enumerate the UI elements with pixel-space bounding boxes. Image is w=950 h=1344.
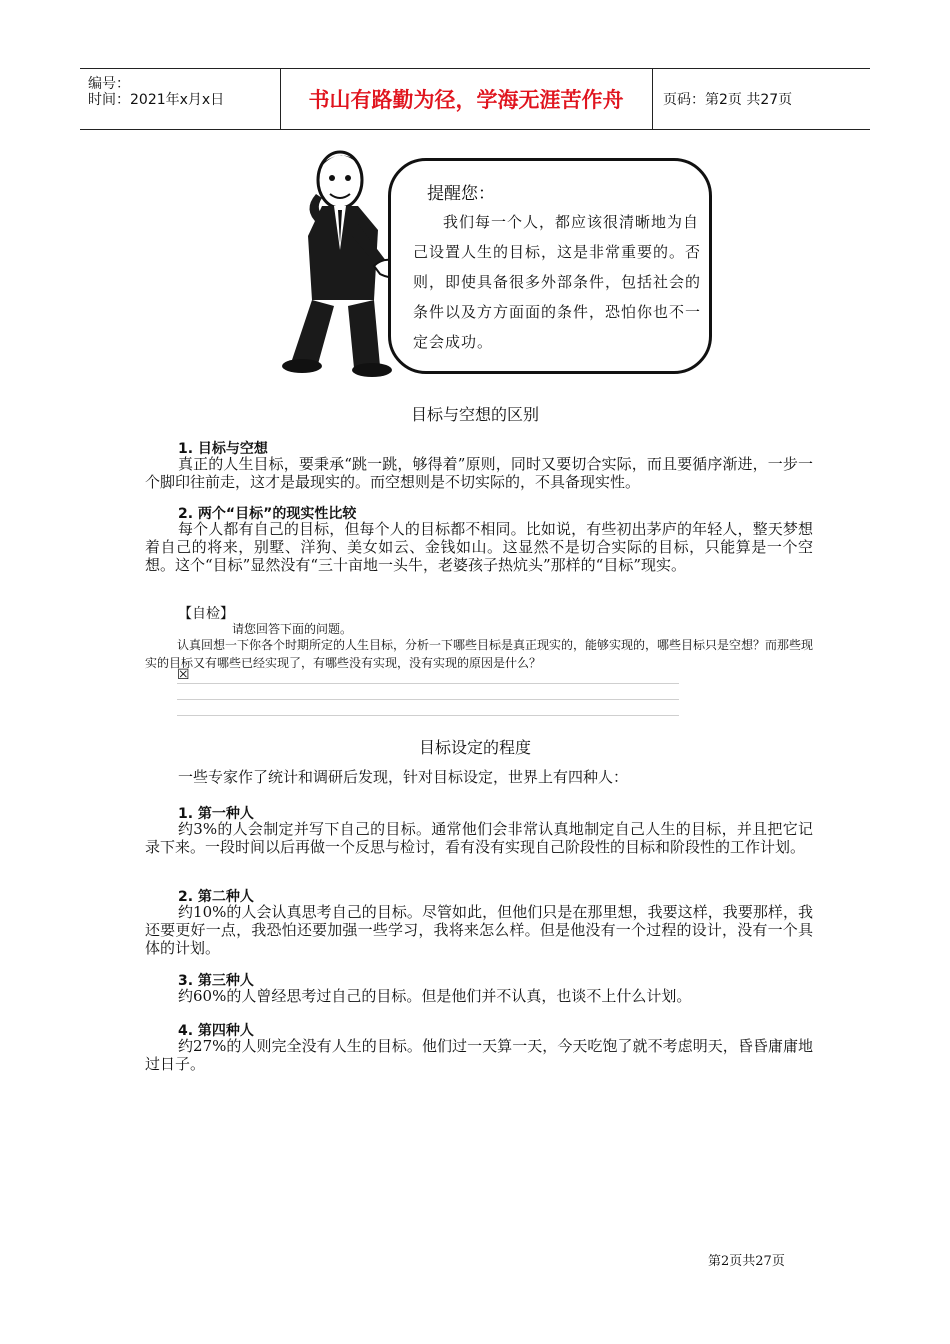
date-label: 时间：2021年x月x日 bbox=[88, 92, 225, 108]
answer-line[interactable] bbox=[177, 683, 679, 684]
checkbox-icon[interactable]: ☒ bbox=[177, 667, 190, 683]
selfcheck-prompt: 请您回答下面的问题。 bbox=[232, 622, 353, 636]
subheading: 4. 第四种人 bbox=[178, 1023, 254, 1039]
subheading: 2. 两个“目标”的现实性比较 bbox=[178, 506, 357, 522]
section-title: 目标设定的程度 bbox=[418, 738, 531, 757]
code-label: 编号： bbox=[88, 76, 130, 92]
subheading: 1. 第一种人 bbox=[178, 806, 254, 822]
bubble-lead: 提醒您： bbox=[427, 184, 495, 204]
answer-line[interactable] bbox=[177, 699, 679, 700]
section-title: 目标与空想的区别 bbox=[410, 405, 539, 424]
paragraph: 一些专家作了统计和调研后发现，针对目标设定，世界上有四种人： bbox=[178, 768, 629, 786]
header-page-number: 页码：第2页 共27页 bbox=[663, 92, 793, 108]
answer-line[interactable] bbox=[177, 715, 679, 716]
header-meta bbox=[80, 69, 280, 129]
paragraph: 约60%的人曾经思考过自己的目标。但是他们并不认真，也谈不上什么计划。 bbox=[178, 987, 692, 1005]
page-footer: 第2页共27页 bbox=[708, 1254, 785, 1269]
header-motto: 书山有路勤为径，学海无涯苦作舟 bbox=[308, 88, 624, 112]
subheading: 3. 第三种人 bbox=[178, 973, 254, 989]
selfcheck-question: 认真回想一下你各个时期所定的人生目标，分析一下哪些目标是真正现实的，能够实现的，哪些目标只是空想？而那些现实的目标又有哪些已经实现了，有哪些没有实现，没有实现的原因是什么？ bbox=[145, 638, 814, 670]
paragraph: 约10%的人会认真思考自己的目标。尽管如此，但他们只是在那里想，我要这样，我要那样，我还要更好一点，我恐怕还要加强一些学习，我将来怎么样。但是他没有一个过程的设计，没有一个具体的计划。 bbox=[145, 903, 813, 957]
reminder-bubble bbox=[388, 158, 712, 374]
paragraph: 真正的人生目标，要秉承“跳一跳，够得着”原则，同时又要切合实际，而且要循序渐进，一步一个脚印往前走，这才是最现实的。而空想则是不切实际的，不具备现实性。 bbox=[145, 455, 813, 491]
subheading: 2. 第二种人 bbox=[178, 889, 254, 905]
subheading: 1. 目标与空想 bbox=[178, 441, 268, 457]
page-header bbox=[80, 68, 870, 130]
paragraph: 每个人都有自己的目标，但每个人的目标都不相同。比如说，有些初出茅庐的年轻人，整天梦想着自己的将来，别墅、洋狗、美女如云、金钱如山。这显然不是切合实际的目标，只能算是一个空想。这个“目标”显然没有“三十亩地一头牛，老婆孩子热炕头”那样的“目标”现实。 bbox=[145, 520, 813, 574]
selfcheck-label: 【自检】 bbox=[178, 606, 234, 622]
paragraph: 约3%的人会制定并写下自己的目标。通常他们会非常认真地制定自己人生的目标，并且把它记录下来。一段时间以后再做一个反思与检讨，看有没有实现自己阶段性的目标和阶段性的工作计划。 bbox=[145, 820, 813, 856]
header-divider bbox=[652, 69, 653, 129]
bubble-text: 我们每一个人，都应该很清晰地为自己设置人生的目标，这是非常重要的。否则，即使具备很多外部条件，包括社会的条件以及方方面面的条件，恐怕你也不一定会成功。 bbox=[413, 213, 702, 351]
paragraph: 约27%的人则完全没有人生的目标。他们过一天算一天，今天吃饱了就不考虑明天，昏昏庸庸地过日子。 bbox=[145, 1037, 813, 1073]
